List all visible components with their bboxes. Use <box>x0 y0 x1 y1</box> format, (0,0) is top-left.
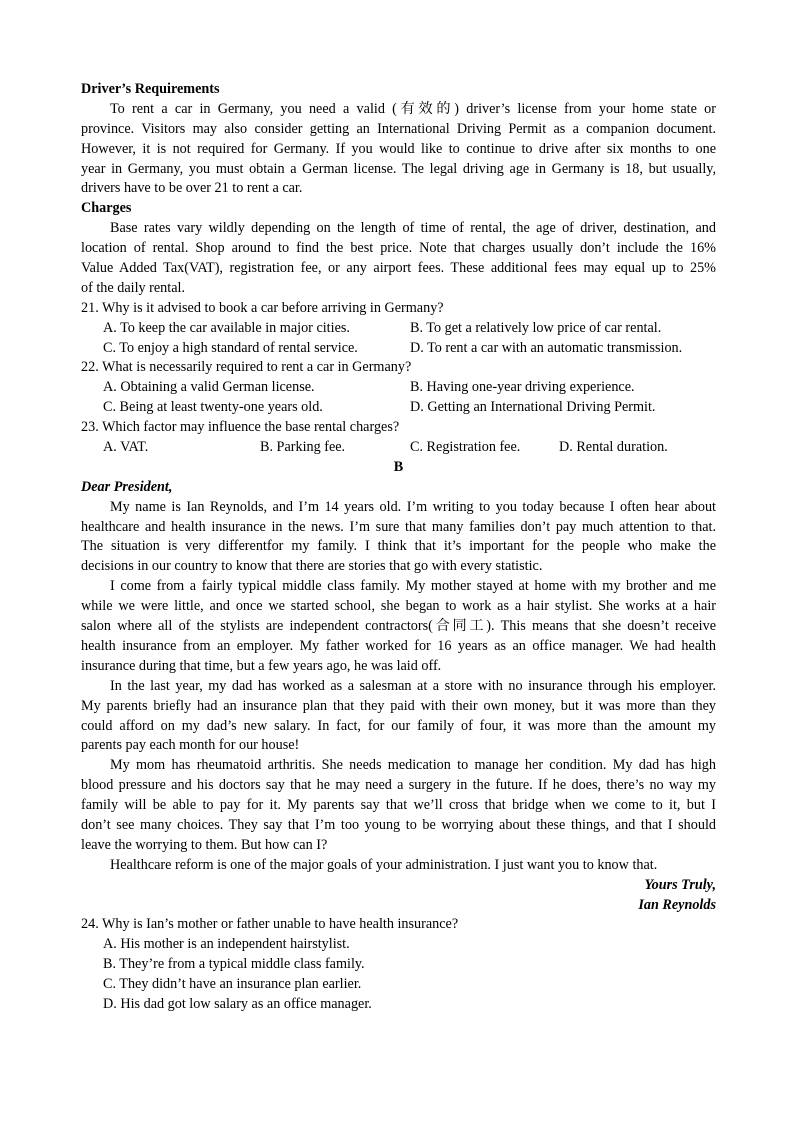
letter-paragraph-1 <box>81 498 716 578</box>
text-line: while we were little, and once we started school, she began to work as a hair stylist. She works at a hair <box>81 598 716 615</box>
option-d: D. Rental duration. <box>559 439 668 456</box>
question-21 <box>81 299 716 359</box>
text-line: Value Added Tax(VAT), registration fee, or any airport fees. These additional fees may equal up to 25% <box>81 260 716 277</box>
text-line: location of rental. Shop around to find the best price. Note that charges usually don’t include the 16% <box>81 240 716 257</box>
text-line: I come from a fairly typical middle class family. My mother stayed at home with my brother and me <box>110 578 716 595</box>
option-b: B. Having one-year driving experience. <box>410 379 635 396</box>
letter-closing: Yours Truly, <box>644 876 716 893</box>
options-row <box>81 378 716 398</box>
options-row <box>81 398 716 418</box>
option-b: B. To get a relatively low price of car rental. <box>410 319 662 336</box>
letter-paragraph-4 <box>81 756 716 855</box>
question-22 <box>81 358 716 418</box>
option-c: C. Being at least twenty-one years old. <box>103 399 323 416</box>
text-line: family will be able to pay for it. My parents say that we’ll cross that bridge when we come to it, but I <box>81 797 716 814</box>
letter-paragraph-5 <box>81 856 716 876</box>
text-line: My parents briefly had an insurance plan that they paid with their own money, but it was more than they <box>81 697 716 714</box>
option-d: D. His dad got low salary as an office manager. <box>103 995 372 1012</box>
letter-salutation: Dear President, <box>81 478 173 495</box>
section-heading-charges: Charges <box>81 200 132 217</box>
text-line: insurance during that time, but a few years ago, he was laid off. <box>81 657 442 674</box>
text-line: year in Germany, you must obtain a German license. The legal driving age in Germany is 18, but usually, <box>81 160 716 177</box>
question-24 <box>81 915 716 1014</box>
option-b: B. They’re from a typical middle class family. <box>103 956 365 973</box>
text-line: salon where all of the stylists are independent contractors(合同工). This means that she doesn’t receive <box>81 618 716 635</box>
text-line: blood pressure and his doctors say that he may need a surgery in the future. If he does, there’s no way my <box>81 777 716 794</box>
text-line: don’t see many choices. They say that I’m too young to be worrying about these things, and that I should <box>81 816 716 833</box>
text-line: drivers have to be over 21 to rent a car. <box>81 180 303 197</box>
text-line: Base rates vary wildly depending on the length of time of rental, the age of driver, destination, and <box>110 220 716 237</box>
text-line: decisions in our country to know that there are stories that go with every statistic. <box>81 558 543 575</box>
text-line: To rent a car in Germany, you need a valid (有效的) driver’s license from your home state or <box>110 100 716 117</box>
option-c: C. To enjoy a high standard of rental service. <box>103 339 358 356</box>
text-line: could afford on my dad’s new salary. In fact, for our family of four, it was more than the amount my <box>81 717 716 734</box>
option-d: D. To rent a car with an automatic transmission. <box>410 339 683 356</box>
question-stem: 21. Why is it advised to book a car before arriving in Germany? <box>81 299 444 316</box>
section-label-b: B <box>393 458 404 475</box>
question-stem: 22. What is necessarily required to rent a car in Germany? <box>81 359 412 376</box>
option-a: A. His mother is an independent hairstylist. <box>103 936 350 953</box>
option-c: C. They didn’t have an insurance plan earlier. <box>103 976 362 993</box>
text-line: health insurance from an employer. My father worked for 16 years as an office manager. We had health <box>81 637 716 654</box>
option-d: D. Getting an International Driving Permit. <box>410 399 656 416</box>
option-a: A. To keep the car available in major cities. <box>103 319 350 336</box>
option-a: A. Obtaining a valid German license. <box>103 379 315 396</box>
options-row <box>81 319 716 339</box>
text-line: My mom has rheumatoid arthritis. She needs medication to manage her condition. My dad has high <box>110 757 716 774</box>
question-stem: 24. Why is Ian’s mother or father unable to have health insurance? <box>81 916 459 933</box>
text-line: province. Visitors may also consider getting an International Driving Permit as a companion document. <box>81 120 716 137</box>
letter-signature: Ian Reynolds <box>638 896 716 913</box>
text-line: Healthcare reform is one of the major goals of your administration. I just want you to know that. <box>110 856 658 873</box>
question-stem: 23. Which factor may influence the base rental charges? <box>81 419 400 436</box>
exam-page <box>81 80 716 1015</box>
text-line: parents pay each month for our house! <box>81 737 300 754</box>
options-row <box>81 438 716 458</box>
section-heading-drivers-requirements: Driver’s Requirements <box>81 81 220 97</box>
text-line: healthcare and health insurance in the news. I’m sure that many families don’t pay much attention to that. <box>81 518 716 535</box>
text-line: In the last year, my dad has worked as a salesman at a store with no insurance through his employer. <box>110 677 716 694</box>
text-line: However, it is not required for Germany. If you would like to continue to drive after six months to one <box>81 140 716 157</box>
option-c: C. Registration fee. <box>410 439 521 456</box>
letter-paragraph-3 <box>81 677 716 757</box>
options-row <box>81 339 716 359</box>
text-line: of the daily rental. <box>81 279 186 296</box>
option-a: A. VAT. <box>103 439 149 456</box>
letter-paragraph-2 <box>81 577 716 676</box>
option-b: B. Parking fee. <box>260 439 346 456</box>
text-line: leave the worrying to them. But how can I? <box>81 836 328 853</box>
text-line: The situation is very differentfor my family. I think that it’s important for the people who make the <box>81 538 716 555</box>
text-line: My name is Ian Reynolds, and I’m 14 years old. I’m writing to you today because I often hear about <box>110 498 716 515</box>
question-23 <box>81 418 716 458</box>
paragraph-charges <box>81 219 716 299</box>
paragraph-drivers-requirements <box>81 100 716 199</box>
